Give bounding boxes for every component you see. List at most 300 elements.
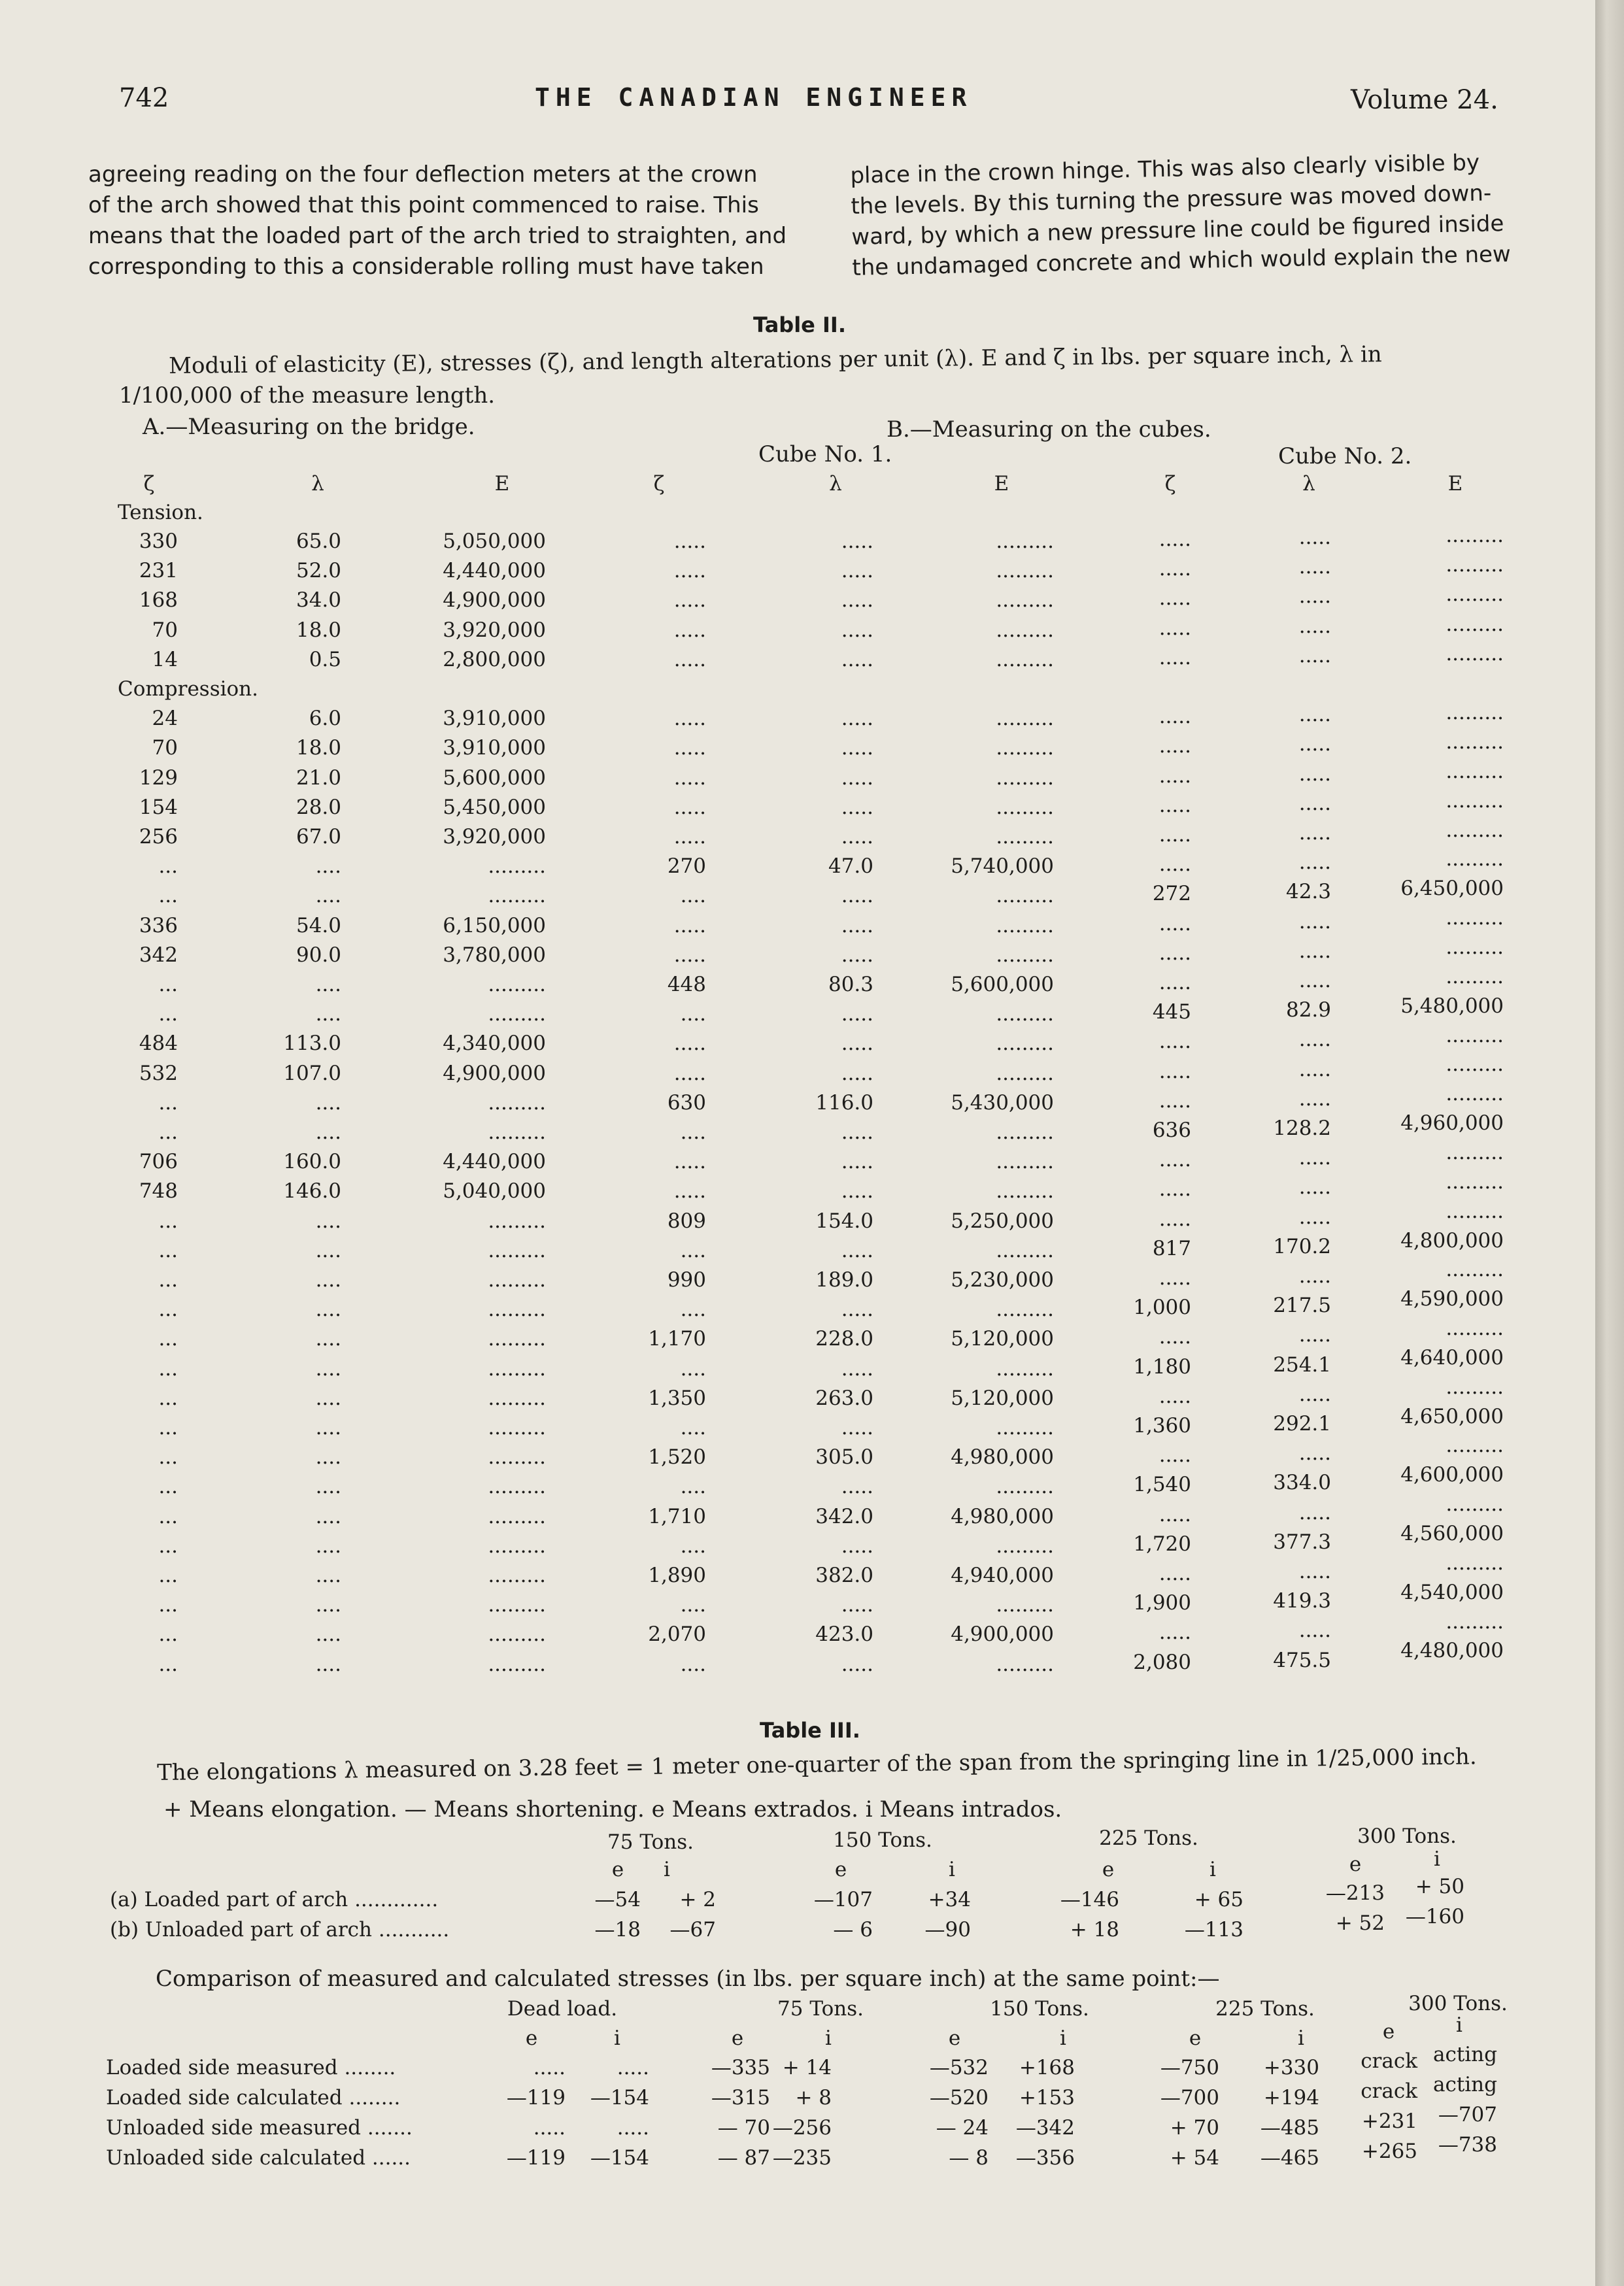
table-cell: ......... [488,1209,546,1233]
table-cell: —119 [506,2086,566,2110]
table-cell: ......... [996,529,1054,553]
table-cell: crack [1361,2049,1417,2073]
table-cell: 5,250,000 [951,1209,1054,1233]
table-cell: ......... [1446,701,1504,725]
table-cell: ..... [841,647,873,671]
table-cell: ..... [1159,911,1191,935]
table-cell: ......... [488,854,546,879]
table-cell: ..... [1298,1057,1331,1081]
table-cell: ......... [488,1120,546,1144]
table-cell: ..... [841,765,873,790]
table-cell: 5,120,000 [951,1386,1054,1410]
table-cell: ... [158,1090,178,1115]
table-cell: .... [315,1209,341,1233]
table-cell: 14 [152,647,178,671]
table-cell: ... [158,1564,178,1587]
table-cell: 256 [139,825,178,849]
table2-cube1: Cube No. 1. [758,441,892,467]
table-cell: 0.5 [309,647,341,671]
table-cell: —356 [1015,2146,1075,2170]
table-cell: 254.1 [1273,1353,1331,1377]
table-cell: 419.3 [1273,1589,1331,1613]
table-cell: 5,600,000 [951,973,1054,996]
table-cell: 4,800,000 [1400,1228,1504,1252]
table-cell: 4,600,000 [1400,1463,1504,1487]
table-cell: 4,480,000 [1400,1639,1504,1663]
table-cell: —738 [1438,2133,1497,2157]
ei-header: i [664,1858,670,1881]
table-cell: —154 [590,2086,649,2110]
table-cell: ..... [841,913,873,937]
table-cell: 160.0 [283,1150,341,1174]
table-cell: ......... [1446,906,1504,930]
compression-label: Compression. [118,677,259,701]
table-cell: 82.9 [1285,998,1331,1022]
table-cell: 630 [667,1090,706,1115]
table-cell: 5,480,000 [1400,994,1504,1018]
table-cell: 52.0 [296,559,341,583]
table-cell: 1,890 [648,1564,706,1587]
table-cell: ..... [673,913,706,937]
table-cell: — 6 [833,1918,873,1941]
table-cell: 448 [667,973,706,996]
table-cell: ..... [673,795,706,819]
ei-header: i [1210,1858,1216,1881]
table-cell: 6,450,000 [1400,877,1504,901]
table-cell: +34 [928,1888,971,1911]
table-cell: ......... [1446,612,1504,636]
column-header: E [994,472,1009,496]
intro-line: ward, by which a new pressure line could be figured inside [851,210,1504,250]
ei-header: i [1060,2026,1066,2050]
table-cell: ..... [1298,969,1331,992]
table-cell: ......... [996,943,1054,967]
table-cell: 3,910,000 [443,707,546,731]
table-cell: 1,900 [1133,1591,1191,1615]
table-cell: 217.5 [1273,1294,1331,1318]
table-cell: ... [158,1652,178,1676]
table-cell: + 65 [1194,1888,1243,1911]
table-cell: ......... [996,1593,1054,1617]
table-cell: 475.5 [1273,1648,1331,1672]
table-cell: + 50 [1415,1875,1464,1898]
table-cell: ..... [1298,1382,1331,1406]
volume-label: Volume 24. [1351,85,1498,115]
load-header: Dead load. [507,1997,618,2021]
table-cell: —750 [1160,2056,1219,2079]
table-cell: ......... [1446,582,1504,607]
table-cell: .... [680,1120,706,1144]
table-cell: ......... [488,1298,546,1322]
table-cell: 1,520 [648,1445,706,1470]
table-cell: ......... [996,1238,1054,1262]
table-cell: ... [158,1386,178,1410]
table-cell: 80.3 [828,973,873,996]
table2-title: Table II. [753,312,846,337]
table-cell: ..... [1159,1325,1191,1349]
table-cell: 70 [152,618,178,642]
table-cell: ..... [673,825,706,849]
table-cell: 5,050,000 [443,529,546,553]
table-cell: +330 [1263,2056,1319,2079]
table-cell: ......... [996,1179,1054,1203]
table-cell: ......... [1446,818,1504,842]
table-cell: 154.0 [815,1209,873,1233]
table-cell: ..... [841,1002,873,1026]
table-cell: ..... [1298,1500,1331,1524]
table-cell: 2,800,000 [443,647,546,671]
ei-header: e [1102,1858,1115,1881]
table-cell: ......... [488,1356,546,1381]
table-cell: ... [158,1593,178,1617]
table-cell: —256 [772,2116,832,2140]
table-cell: ... [158,1120,178,1144]
table-cell: —213 [1325,1881,1385,1905]
table-cell: 5,230,000 [951,1268,1054,1292]
table-cell: ..... [673,1150,706,1174]
table-cell: ..... [841,529,873,553]
table-cell: ..... [841,795,873,819]
table-cell: ......... [996,1416,1054,1439]
table-cell: ......... [1446,1140,1504,1164]
table-cell: 4,900,000 [443,1061,546,1085]
table-cell: .... [315,1120,341,1144]
table-cell: ... [158,1416,178,1439]
table-cell: ..... [1298,1264,1331,1288]
table-cell: 748 [139,1179,178,1203]
table-cell: ..... [1159,852,1191,877]
table-cell: ......... [488,1268,546,1292]
table-cell: ......... [1446,1609,1504,1634]
table-cell: 5,430,000 [951,1090,1054,1115]
table-cell: ......... [488,1416,546,1439]
table-cell: ..... [673,943,706,967]
table-cell: 809 [667,1209,706,1233]
table-cell: 305.0 [815,1445,873,1470]
table3-caption: The elongations λ measured on 3.28 feet = 1 meter one-quarter of the span from the springing line in 1/25,000 inch. [157,1743,1477,1786]
ei-header: e [731,2026,744,2050]
table-cell: ......... [488,1327,546,1351]
table-cell: ......... [488,1504,546,1528]
journal-title: THE CANADIAN ENGINEER [535,83,973,112]
table-cell: 4,650,000 [1400,1404,1504,1428]
table-cell: 65.0 [296,529,341,553]
table-cell: 990 [667,1268,706,1292]
table-cell: ... [158,1475,178,1499]
table-cell: 116.0 [815,1090,873,1115]
table-cell: ..... [841,1238,873,1262]
table-cell: ......... [996,1534,1054,1558]
table-cell: ..... [1298,1028,1331,1052]
table-cell: ......... [996,825,1054,849]
table-cell: 5,740,000 [951,854,1054,879]
table-cell: 54.0 [296,913,341,937]
table-cell: + 14 [782,2056,832,2079]
table-cell: ..... [1298,584,1331,609]
table-cell: 3,920,000 [443,825,546,849]
table-cell: —700 [1160,2086,1219,2110]
row-label: Unloaded side measured ....... [106,2116,413,2140]
table-cell: ......... [1446,759,1504,783]
ei-header: e [948,2026,961,2050]
table-cell: ......... [996,736,1054,760]
table-cell: 4,340,000 [443,1032,546,1056]
table-cell: ......... [1446,1492,1504,1517]
table-cell: ......... [996,707,1054,731]
table2-section-a: A.—Measuring on the bridge. [143,414,475,440]
table-cell: ..... [1159,705,1191,729]
table-cell: ......... [488,1534,546,1558]
table-cell: ..... [1298,555,1331,579]
table-cell: ......... [1446,847,1504,871]
table-cell: 1,720 [1133,1532,1191,1556]
intro-line: corresponding to this a considerable rolling must have taken [88,254,764,280]
table-cell: 128.2 [1273,1117,1331,1140]
table-cell: 4,900,000 [443,588,546,613]
table-cell: ......... [488,884,546,908]
table-cell: — 24 [936,2116,989,2140]
table-cell: ..... [1298,643,1331,667]
table-cell: ......... [996,1061,1054,1085]
table2-cube2: Cube No. 2. [1278,443,1412,469]
table-cell: .... [315,1386,341,1410]
table-cell: 4,590,000 [1400,1287,1504,1311]
table-cell: ......... [1446,1052,1504,1077]
table-cell: ..... [673,647,706,671]
table-cell: ..... [841,1416,873,1439]
table-cell: —113 [1184,1918,1243,1941]
table-cell: ......... [1446,1199,1504,1223]
table-cell: —520 [929,2086,989,2110]
load-header: 300 Tons. [1408,1992,1508,2015]
table-cell: ..... [1298,821,1331,845]
ei-header: i [1298,2026,1304,2050]
table-cell: ......... [1446,553,1504,577]
table-cell: ......... [1446,1551,1504,1575]
table-cell: ... [158,1534,178,1558]
table-cell: 706 [139,1150,178,1174]
intro-line: means that the loaded part of the arch tried to straighten, and [88,223,787,249]
table-cell: ......... [996,1032,1054,1056]
table-cell: ......... [996,913,1054,937]
table-cell: ......... [996,1298,1054,1322]
table-cell: ......... [1446,964,1504,988]
table-cell: ..... [1159,764,1191,788]
table-cell: 4,960,000 [1400,1111,1504,1135]
table-cell: ..... [841,1475,873,1499]
table-cell: —485 [1260,2116,1319,2140]
table-cell: ..... [1159,941,1191,965]
table-cell: ..... [1159,1207,1191,1231]
table-cell: ... [158,884,178,908]
table3-legend: + Means elongation. — Means shortening. e Means extrados. i Means intrados. [163,1796,1062,1823]
table-cell: 3,910,000 [443,736,546,760]
table-cell: —532 [929,2056,989,2079]
load-header: 75 Tons. [607,1830,694,1854]
table-cell: 231 [139,559,178,583]
table-cell: ..... [1159,1148,1191,1172]
table-cell: .... [315,1534,341,1558]
table-cell: + 54 [1170,2146,1219,2170]
table-cell: ..... [1159,557,1191,581]
table-cell: ......... [996,647,1054,671]
table-cell: 3,780,000 [443,943,546,967]
table-cell: 2,070 [648,1622,706,1647]
table-cell: 90.0 [296,943,341,967]
table-cell: ..... [673,559,706,583]
table-cell: ... [158,1268,178,1292]
table-cell: 4,560,000 [1400,1522,1504,1545]
table-cell: ... [158,1002,178,1026]
column-header: λ [829,472,842,496]
table-cell: ..... [1298,1323,1331,1347]
table-cell: ... [158,1504,178,1528]
column-header: λ [1302,472,1315,496]
table-cell: .... [315,1652,341,1676]
table-cell: 28.0 [296,795,341,819]
table-cell: .... [680,1238,706,1262]
table-cell: 4,980,000 [951,1504,1054,1528]
table-cell: ... [158,1298,178,1322]
table-cell: ... [158,854,178,879]
table-cell: ..... [673,618,706,642]
table-cell: —160 [1405,1905,1464,1928]
table-cell: 4,440,000 [443,1150,546,1174]
table-cell: —465 [1260,2146,1319,2170]
table-cell: 129 [139,765,178,790]
table-cell: ..... [1298,909,1331,933]
table-cell: ..... [1159,586,1191,611]
table-cell: acting [1432,2073,1497,2096]
table-cell: ......... [1446,641,1504,665]
table-cell: .... [315,884,341,908]
table-cell: 4,440,000 [443,559,546,583]
table-cell: ..... [1159,793,1191,817]
table-cell: ..... [617,2116,649,2140]
table-cell: ..... [1298,1086,1331,1111]
table-cell: ..... [841,707,873,731]
table-cell: .... [315,1504,341,1528]
table-cell: ..... [841,1150,873,1174]
table-cell: +231 [1361,2110,1417,2133]
table-cell: 382.0 [815,1564,873,1587]
table-cell: 342.0 [815,1504,873,1528]
table-cell: ..... [533,2116,566,2140]
table-cell: —315 [711,2086,770,2110]
table-cell: +194 [1263,2086,1319,2110]
table-cell: .... [680,1475,706,1499]
table-cell: —335 [711,2056,770,2079]
table-cell: ..... [1159,734,1191,758]
table-cell: .... [315,854,341,879]
table-cell: —154 [590,2146,649,2170]
table-cell: ......... [996,1356,1054,1381]
book-gutter [1595,0,1624,2286]
table-cell: +265 [1361,2140,1417,2163]
row-label: Loaded side measured ........ [106,2056,396,2079]
table-cell: ......... [488,1238,546,1262]
table-cell: ......... [488,1386,546,1410]
ei-header: i [1434,1847,1440,1871]
table-cell: .... [680,1593,706,1617]
table-cell: ..... [533,2056,566,2079]
table-cell: ......... [488,1445,546,1470]
load-header: 225 Tons. [1215,1997,1315,2021]
table-cell: —54 [594,1888,641,1911]
table-cell: ..... [841,825,873,849]
table-cell: ......... [996,588,1054,613]
table-cell: + 18 [1070,1918,1119,1941]
table-cell: ..... [673,529,706,553]
table-cell: ......... [488,1475,546,1499]
table-cell: 21.0 [296,765,341,790]
table-cell: .... [315,1268,341,1292]
table-cell: ......... [1446,730,1504,754]
table-cell: — 87 [717,2146,770,2170]
table-cell: 334.0 [1273,1471,1331,1495]
table-cell: ......... [1446,1169,1504,1194]
table-cell: .... [315,973,341,996]
table-cell: .... [315,1238,341,1262]
tension-label: Tension. [118,501,203,524]
table-cell: 1,360 [1133,1414,1191,1437]
table-cell: —18 [594,1918,641,1941]
table-cell: ......... [488,973,546,996]
table-cell: ..... [841,1652,873,1676]
page-number: 742 [119,83,169,113]
table-cell: ......... [1446,1375,1504,1399]
table-cell: 1,170 [648,1327,706,1351]
ei-header: e [1382,2020,1395,2043]
table-cell: 636 [1152,1118,1191,1142]
table-cell: ..... [673,588,706,613]
table-cell: ..... [673,765,706,790]
table-cell: 5,120,000 [951,1327,1054,1351]
comparison-caption: Comparison of measured and calculated stresses (in lbs. per square inch) at the same point:— [156,1966,1220,1992]
table-cell: 272 [1152,882,1191,906]
table-cell: 6.0 [309,707,341,731]
table-cell: ..... [1298,1146,1331,1170]
load-header: 300 Tons. [1357,1824,1457,1848]
table-cell: 342 [139,943,178,967]
table-cell: .... [315,1475,341,1499]
intro-line: place in the crown hinge. This was also clearly visible by [850,149,1480,189]
intro-left-column [88,160,787,282]
ei-header: e [1189,2026,1202,2050]
table-cell: 4,900,000 [951,1622,1054,1647]
table-cell: ..... [1159,1384,1191,1408]
table-cell: 5,450,000 [443,795,546,819]
table-cell: .... [315,1298,341,1322]
table2-caption: 1/100,000 of the measure length. [119,382,496,409]
table-cell: ......... [996,884,1054,908]
table-cell: .... [680,1416,706,1439]
table-cell: —342 [1015,2116,1075,2140]
ei-header: e [611,1858,624,1881]
table-cell: crack [1361,2079,1417,2103]
table-cell: ... [158,1445,178,1470]
table-cell: ... [158,1356,178,1381]
table-cell: .... [680,1356,706,1381]
table-cell: .... [315,1002,341,1026]
table-cell: ..... [1298,1619,1331,1643]
table-cell: ..... [1298,939,1331,963]
table-cell: ..... [1159,1088,1191,1113]
table-cell: ..... [1298,614,1331,638]
table-cell: —235 [772,2146,832,2170]
table-cell: 1,350 [648,1386,706,1410]
table-cell: 532 [139,1061,178,1085]
